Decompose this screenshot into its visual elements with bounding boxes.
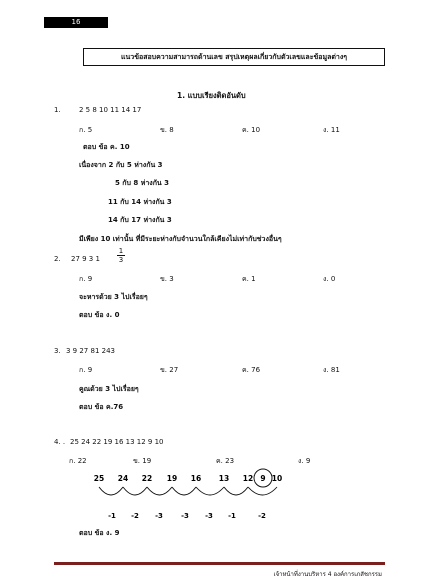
q4-difference-diagram: [0, 465, 434, 545]
q4-choice-d: ง. 9: [298, 457, 311, 465]
q4-diagram-number: 22: [141, 474, 153, 483]
q4-diagram-difference: -1: [108, 512, 116, 520]
page-title: แนวข้อสอบความสามารถด้านเลข สรุปเหตุผลเกี่ยวกับตัวเลขและข้อมูลต่างๆ: [83, 48, 385, 66]
q3-answer: ตอบ ข้อ ค.76: [79, 403, 124, 411]
q2-choice-a: ก. 9: [79, 275, 93, 283]
q1-number: 1.: [54, 106, 61, 114]
q1-choice-b: ข. 8: [160, 126, 174, 134]
q4-diagram-number: 19: [166, 474, 178, 483]
q2-choice-b: ข. 3: [160, 275, 174, 283]
page-number: 16: [71, 18, 81, 26]
footer-text: เจ้าหน้าที่งานบริหาร 4 องค์การเภสัชกรรม: [273, 571, 382, 578]
q4-connector-arc: [147, 487, 172, 495]
q4-diagram-difference: -3: [205, 512, 213, 520]
q2-sequence: 27 9 3 1: [71, 255, 100, 263]
q1-choice-a: ก. 5: [79, 126, 93, 134]
q4-connector-arc: [172, 487, 196, 495]
q4-diagram-difference: -1: [228, 512, 236, 520]
q4-diagram-number: 16: [190, 474, 202, 483]
q1-pair: 11 กับ 14 ห่างกัน 3: [108, 198, 172, 206]
q4-diagram-difference: -2: [131, 512, 139, 520]
q1-because: เนื่องจาก 2 กับ 5 ห่างกัน 3: [79, 161, 163, 169]
q2-choice-d: ง. 0: [323, 275, 336, 283]
q4-connector-arc: [99, 487, 123, 495]
q2-fraction-numerator: 1: [118, 247, 124, 255]
q4-answer: ตอบ ข้อ ง. 9: [79, 529, 120, 537]
footer-rule: [54, 562, 385, 565]
q3-note: คูณด้วย 3 ไปเรื่อยๆ: [79, 385, 139, 393]
q4-choice-a: ก. 22: [69, 457, 87, 465]
q3-sequence: 3 9 27 81 243: [66, 347, 115, 355]
q2-fraction: [117, 247, 125, 264]
q4-connector-arc: [224, 487, 248, 495]
q4-connector-arc: [196, 487, 224, 495]
q4-diagram-number: 12: [242, 474, 254, 483]
q3-choice-d: ง. 81: [323, 366, 340, 374]
q4-connector-arc: [123, 487, 147, 495]
q1-sequence: 2 5 8 10 11 14 17: [79, 106, 142, 114]
section-heading: 1. แบบเรียงติดอันดับ: [177, 91, 246, 100]
q2-number: 2.: [54, 255, 61, 263]
q2-choice-c: ค. 1: [242, 275, 256, 283]
q3-choice-b: ข. 27: [160, 366, 179, 374]
q4-connector-arc: [248, 487, 277, 495]
q4-diagram-number: 24: [117, 474, 129, 483]
q3-choice-a: ก. 9: [79, 366, 93, 374]
q4-choice-c: ค. 23: [216, 457, 235, 465]
q4-diagram-number: 25: [93, 474, 105, 483]
q4-diagram-difference: -2: [258, 512, 266, 520]
q2-fraction-denominator: 3: [118, 256, 124, 264]
q4-diagram-difference: -3: [181, 512, 189, 520]
q1-pair: 5 กับ 8 ห่างกัน 3: [115, 179, 170, 187]
q1-choice-d: ง. 11: [323, 126, 340, 134]
q1-conclusion: มีเพียง 10 เท่านั้น ที่มีระยะห่างกับจำนวนใกล้เคียงไม่เท่ากับช่วงอื่นๆ: [79, 235, 282, 243]
q4-sequence: 25 24 22 19 16 13 12 9 10: [70, 438, 164, 446]
q4-choice-b: ข. 19: [133, 457, 152, 465]
q4-number: 4. .: [54, 438, 66, 446]
q1-pair: 14 กับ 17 ห่างกัน 3: [108, 216, 172, 224]
q4-diagram-number: 10: [271, 474, 283, 483]
q2-note: จะหารด้วย 3 ไปเรื่อยๆ: [79, 293, 148, 301]
q1-choice-c: ค. 10: [242, 126, 261, 134]
q2-answer: ตอบ ข้อ ง. 0: [79, 311, 120, 319]
q4-diagram-difference: -3: [155, 512, 163, 520]
q3-choice-c: ค. 76: [242, 366, 261, 374]
q1-answer: ตอบ ข้อ ค. 10: [83, 143, 130, 151]
q3-number: 3.: [54, 347, 61, 355]
q4-diagram-number: 13: [218, 474, 230, 483]
q4-diagram-number: 9: [260, 474, 266, 483]
